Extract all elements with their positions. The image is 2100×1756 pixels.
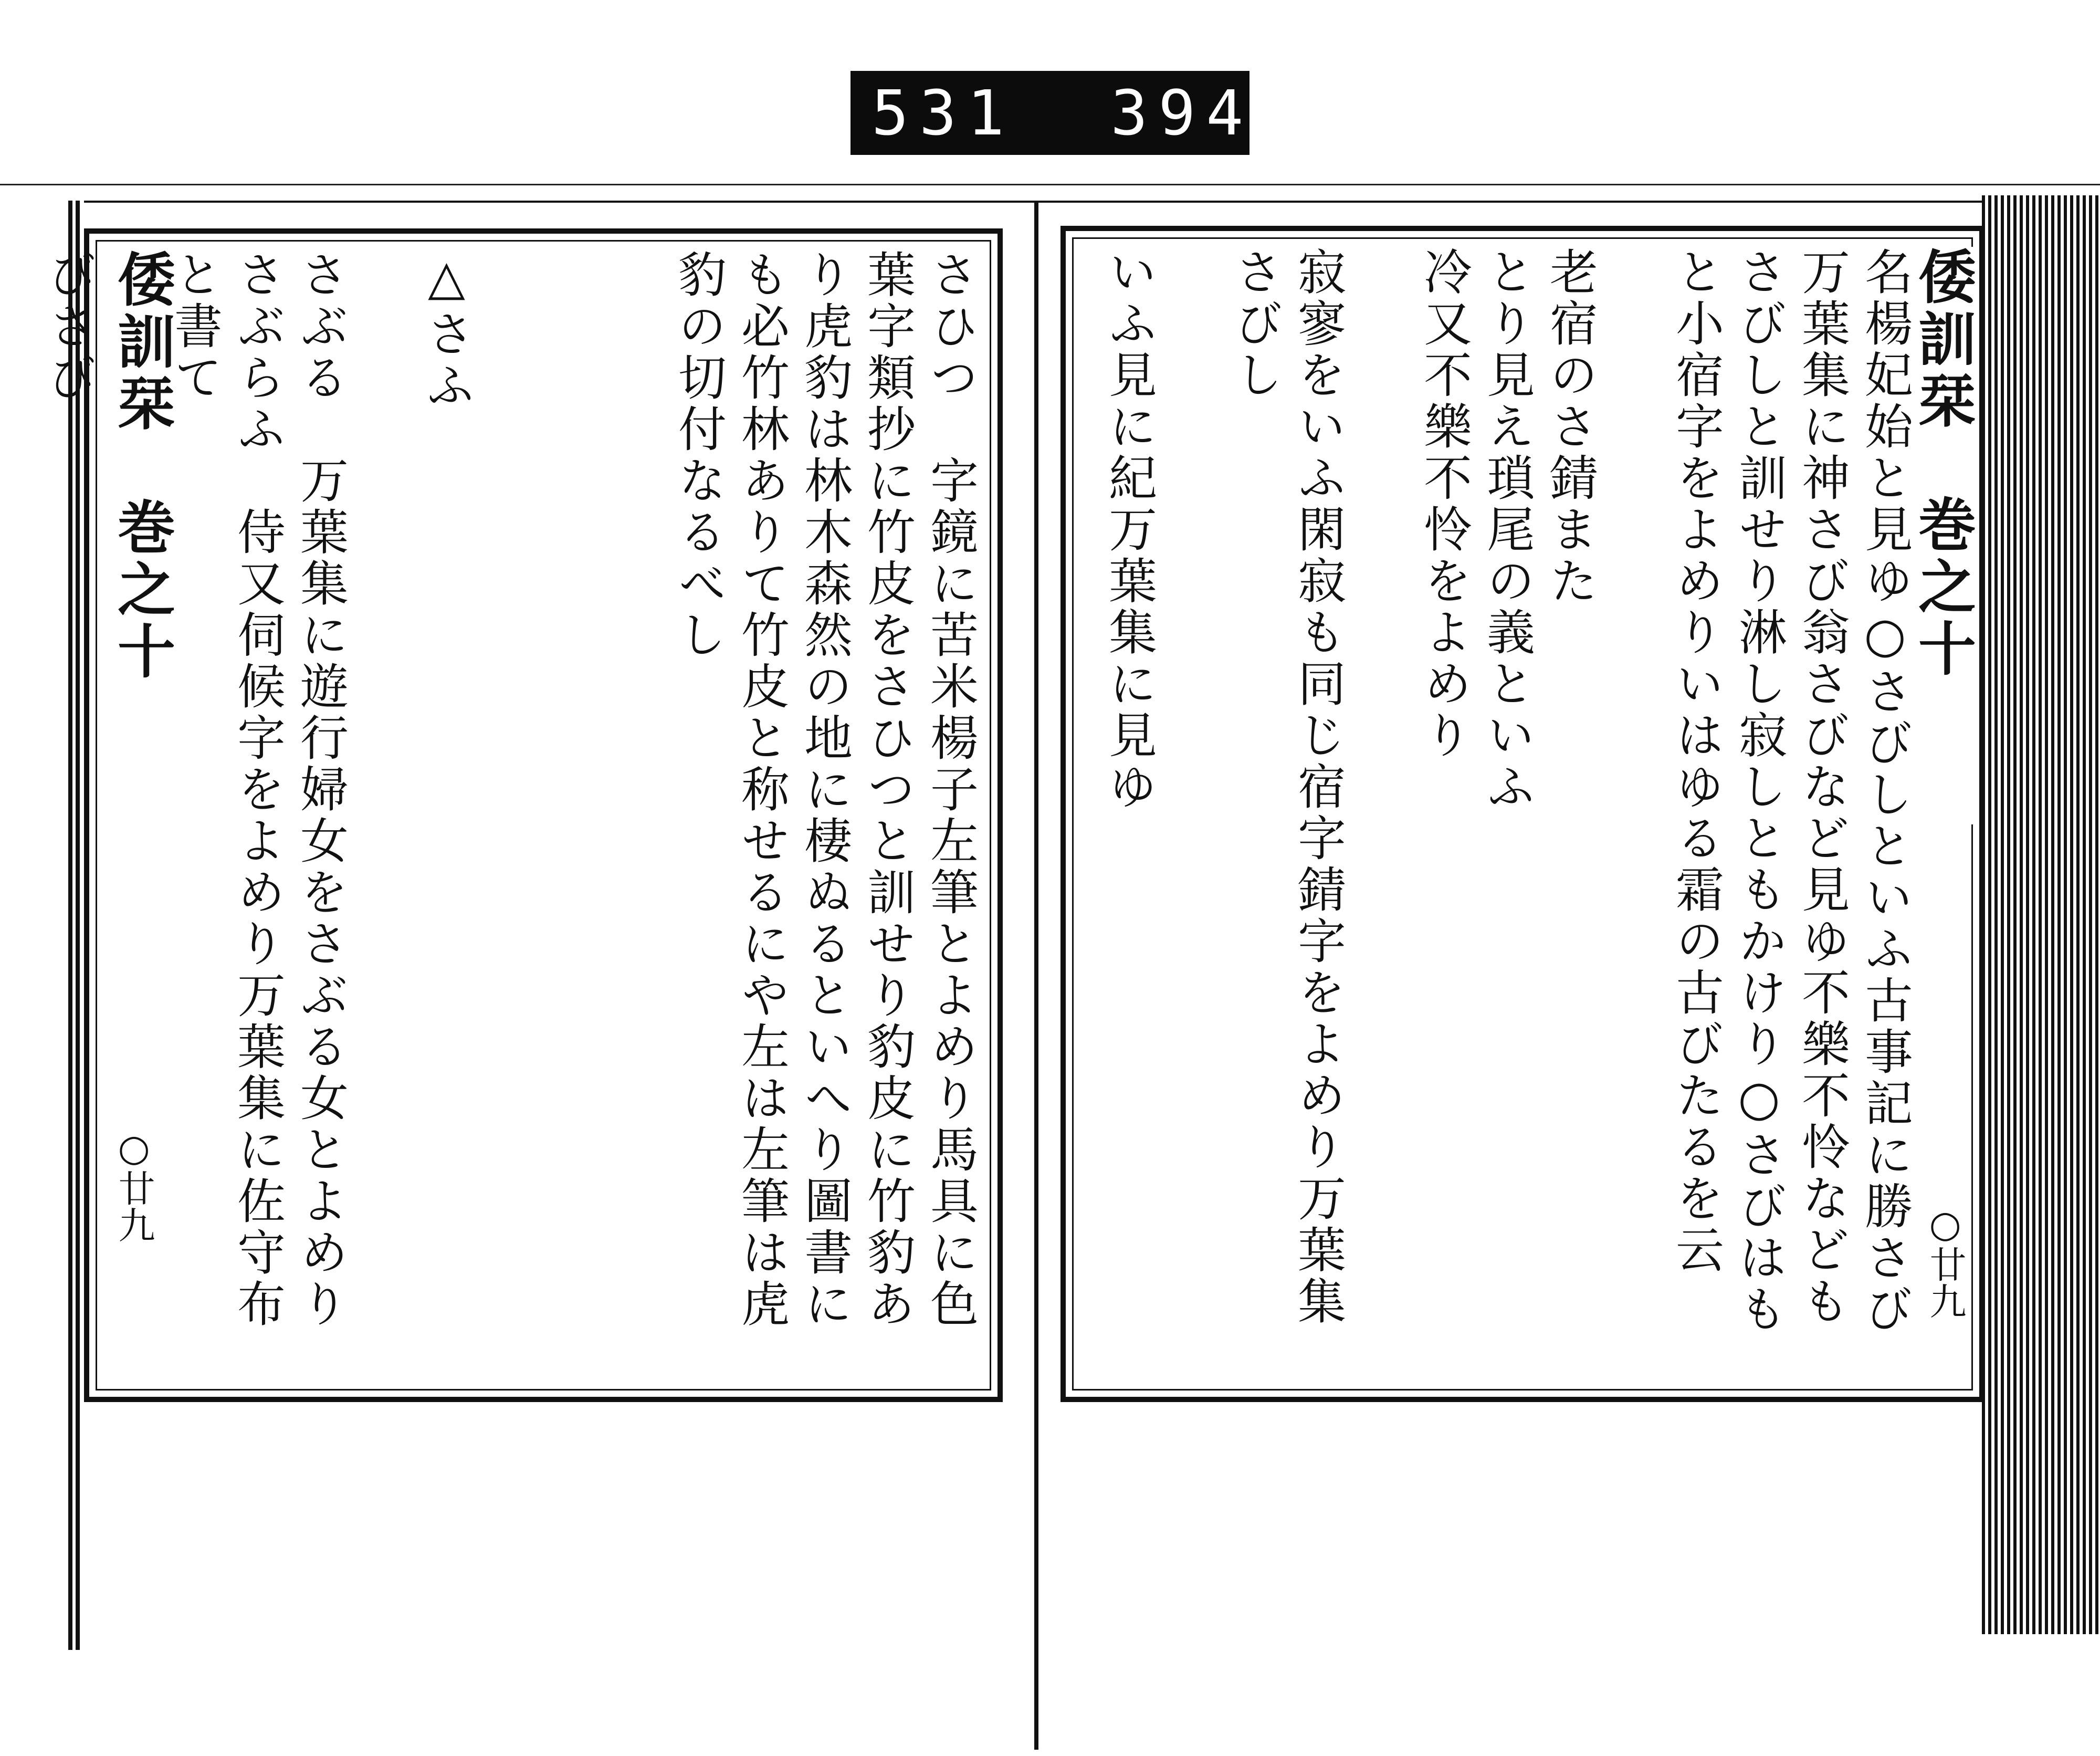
left-page-edge xyxy=(68,201,84,1650)
top-rule xyxy=(74,201,1984,203)
right-page xyxy=(1060,226,1984,1402)
left-folio: ○廿九 xyxy=(112,1126,155,1243)
catalog-number-label: 531 394. xyxy=(850,71,1250,155)
left-page-text: さひつ 字鏡に苦米楊子左筆とよめり馬具に色葉字類抄に竹皮をさひつと訓せり豹皮に竹豹あり虎豹は林木森然の地に棲ぬるといへり圖書にも必竹林ありて竹皮と称せるにや左は左筆は虎豹の切付なるべし △さふ さぶる 万葉集に遊行婦女をさぶる女とよめり さぶらふ 侍又伺候字をよめり万葉集に佐守布と書て びさび xyxy=(40,249,979,1330)
right-folio: ○廿九 xyxy=(1924,1203,1967,1319)
right-running-title: 倭訓栞 巻之十 xyxy=(1911,247,1974,824)
left-running-title: 倭訓栞 巻之十 xyxy=(110,249,173,827)
book-gutter xyxy=(1034,201,1038,1750)
right-page-text: 名楊妃始と見ゆ○さびしといふ古事記に勝さび万葉集に神さび翁さびなど見ゆ不樂不怜なども さびしと訓せり淋し寂しともかけり○さびはもと小宿字をよめりいはゆる霜の古びたるを云 老宿のさ錆また とり見え瑣尾の義といふ 冷又不樂不怜をよめり 寂寥をいふ閑寂も同じ宿字錆字をよめり万葉集 さびし いふ見に紀万葉集に見ゆ xyxy=(1101,247,1913,1335)
right-page-stack xyxy=(1982,195,2100,1634)
left-page xyxy=(40,228,1003,1402)
